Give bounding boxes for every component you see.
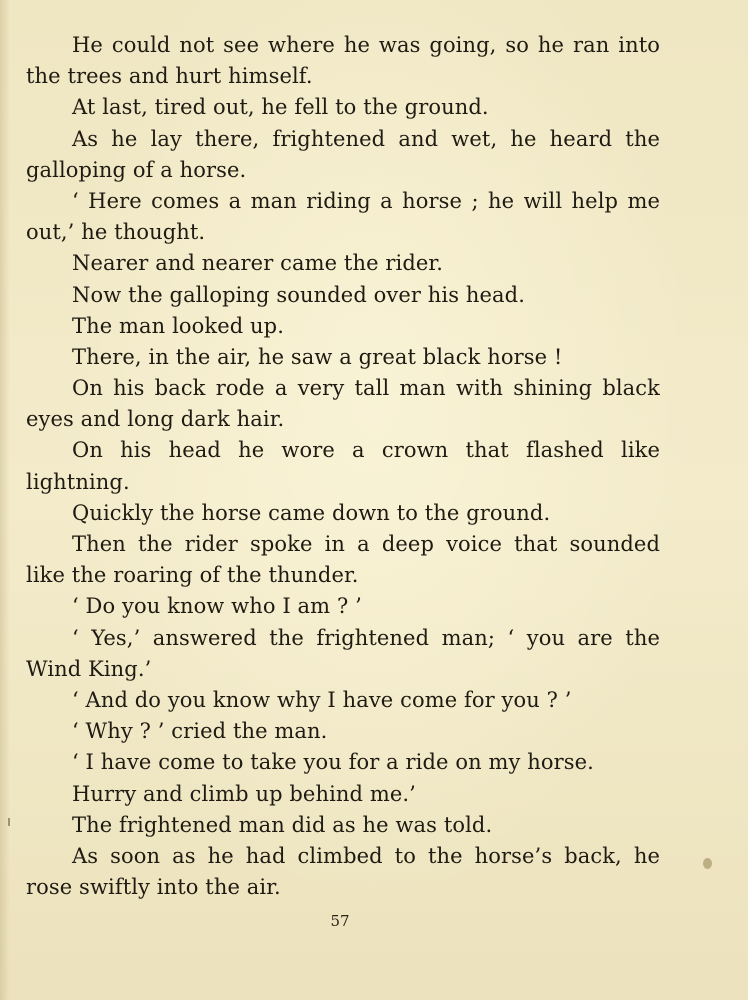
text-line: Quickly the horse came down to the ground. bbox=[72, 500, 551, 525]
text-line: eyes and long dark hair. bbox=[26, 407, 285, 432]
text-line: As soon as he had climbed to the horse’s back, he bbox=[72, 843, 660, 868]
text-line: ‘ Why ? ’ cried the man. bbox=[72, 719, 328, 744]
text-line: ‘ And do you know why I have come for you ? ’ bbox=[72, 687, 572, 712]
margin-mark bbox=[8, 818, 10, 826]
text-line: As he lay there, frightened and wet, he heard the bbox=[72, 126, 660, 151]
text-line: rose swiftly into the air. bbox=[26, 875, 281, 900]
text-line: ‘ I have come to take you for a ride on my horse. bbox=[72, 750, 594, 775]
text-line: On his back rode a very tall man with shining black bbox=[72, 376, 660, 401]
ink-spot bbox=[703, 858, 712, 869]
page-edge-shadow bbox=[0, 0, 10, 1000]
text-line: On his head he wore a crown that flashed like bbox=[72, 438, 660, 463]
page-number: 57 bbox=[330, 912, 350, 930]
text-line: There, in the air, he saw a great black horse ! bbox=[72, 344, 563, 369]
text-line: The man looked up. bbox=[72, 313, 284, 338]
text-line: the trees and hurt himself. bbox=[26, 64, 313, 89]
text-line: like the roaring of the thunder. bbox=[26, 563, 359, 588]
text-line: ‘ Do you know who I am ? ’ bbox=[72, 594, 362, 619]
text-line: out,’ he thought. bbox=[26, 220, 206, 245]
text-line: Nearer and nearer came the rider. bbox=[72, 251, 444, 276]
text-line: He could not see where he was going, so he ran into bbox=[72, 33, 660, 57]
text-line: Hurry and climb up behind me.’ bbox=[72, 781, 416, 806]
text-line: lightning. bbox=[26, 469, 130, 494]
text-line: galloping of a horse. bbox=[26, 157, 247, 182]
text-line: Now the galloping sounded over his head. bbox=[72, 282, 525, 307]
text-line: At last, tired out, he fell to the ground. bbox=[72, 95, 489, 120]
text-line: ‘ Here comes a man riding a horse ; he will help me bbox=[72, 188, 660, 213]
story-text bbox=[26, 30, 660, 903]
text-line: Wind King.’ bbox=[26, 656, 152, 681]
text-line: ‘ Yes,’ answered the frightened man; ‘ you are the bbox=[72, 625, 660, 650]
text-line: Then the rider spoke in a deep voice that sounded bbox=[72, 532, 660, 556]
text-line: The frightened man did as he was told. bbox=[72, 812, 493, 837]
